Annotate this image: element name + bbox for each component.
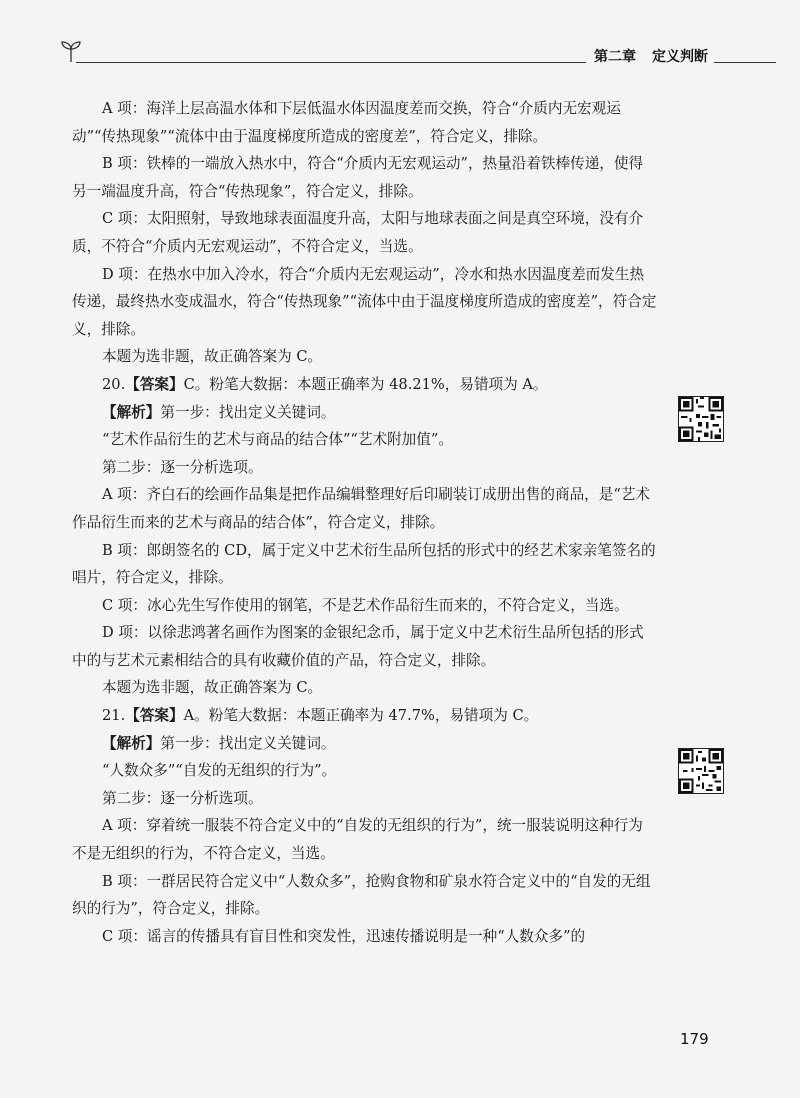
paragraph: C 项：太阳照射，导致地球表面温度升高，太阳与地球表面之间是真空环境，没有介质，不符合“介质内无宏观运动”，不符合定义，当选。 xyxy=(72,210,644,255)
answer-line-21 xyxy=(72,702,657,730)
qr-code-icon[interactable] xyxy=(678,396,724,442)
analysis-tag: 【解析】 xyxy=(102,734,161,752)
leaf-icon xyxy=(58,38,84,64)
paragraph: A 项：海洋上层高温水体和下层低温水体因温度差而交换，符合“介质内无宏观运动”“传热现象”“流体中由于温度梯度所造成的密度差”，符合定义，排除。 xyxy=(72,100,621,145)
analysis-text: 第一步：找出定义关键词。 xyxy=(160,734,336,752)
paragraph: A 项：齐白石的绘画作品集是把作品编辑整理好后印刷装订成册出售的商品，是“艺术作品衍生而来的艺术与商品的结合体”，符合定义，排除。 xyxy=(72,486,651,531)
paragraph: B 项：一群居民符合定义中“人数众多”，抢购食物和矿泉水符合定义中的“自发的无组织的行为”，符合定义，排除。 xyxy=(72,872,651,918)
paragraph: “艺术作品衍生的艺术与商品的结合体”“艺术附加值”。 xyxy=(102,431,453,449)
paragraph: C 项：谣言的传播具有盲目性和突发性，迅速传播说明是一种“人数众多”的 xyxy=(102,927,586,945)
answer-tag: 【答案】 xyxy=(125,375,184,393)
paragraph: 本题为选非题，故正确答案为 C。 xyxy=(102,348,323,366)
paragraph: A 项：穿着统一服装不符合定义中的“自发的无组织的行为”，统一服装说明这种行为不是无组织的行为，不符合定义，当选。 xyxy=(72,817,643,863)
chapter-number: 第二章 xyxy=(594,49,636,65)
chapter-title: 定义判断 xyxy=(652,49,708,65)
paragraph: 第二步：逐一分析选项。 xyxy=(102,789,263,807)
paragraph: 本题为选非题，故正确答案为 C。 xyxy=(102,679,323,697)
answer-line-20 xyxy=(72,371,657,399)
page-header xyxy=(58,36,776,72)
qr-code-pattern xyxy=(679,749,723,793)
analysis-tag: 【解析】 xyxy=(102,403,161,421)
paragraph: D 项：在热水中加入冷水，符合“介质内无宏观运动”，冷水和热水因温度差而发生热传递，最终热水变成温水，符合“传热现象”“流体中由于温度梯度所造成的密度差”，符合定义，排除。 xyxy=(72,265,657,338)
page-body xyxy=(72,95,657,950)
qr-code-icon[interactable] xyxy=(678,748,724,794)
answer-tag: 【答案】 xyxy=(125,707,184,725)
chapter-heading xyxy=(586,46,714,66)
analysis-text: 第一步：找出定义关键词。 xyxy=(160,403,336,421)
answer-text: C。粉笔大数据：本题正确率为 48.21%，易错项为 A。 xyxy=(183,375,548,393)
analysis-line xyxy=(72,730,657,758)
question-number: 21. xyxy=(102,707,126,725)
paragraph: 第二步：逐一分析选项。 xyxy=(102,458,263,476)
paragraph: B 项：郎朗签名的 CD，属于定义中艺术衍生品所包括的形式中的经艺术家亲笔签名的唱片，符合定义，排除。 xyxy=(72,541,656,587)
analysis-line xyxy=(72,399,657,427)
qr-code-pattern xyxy=(679,397,723,441)
paragraph: B 项：铁棒的一端放入热水中，符合“介质内无宏观运动”，热量沿着铁棒传递，使得另一端温度升高，符合“传热现象”，符合定义，排除。 xyxy=(72,155,644,200)
answer-text: A。粉笔大数据：本题正确率为 47.7%，易错项为 C。 xyxy=(183,707,539,725)
paragraph: “人数众多”“自发的无组织的行为”。 xyxy=(102,762,337,780)
paragraph: C 项：冰心先生写作使用的钢笔，不是艺术作品衍生而来的，不符合定义，当选。 xyxy=(102,596,629,614)
page-number: 179 xyxy=(680,1030,709,1048)
question-number: 20. xyxy=(102,375,126,393)
paragraph: D 项：以徐悲鸿著名画作为图案的金银纪念币，属于定义中艺术衍生品所包括的形式中的与艺术元素相结合的具有收藏价值的产品，符合定义，排除。 xyxy=(72,624,644,669)
